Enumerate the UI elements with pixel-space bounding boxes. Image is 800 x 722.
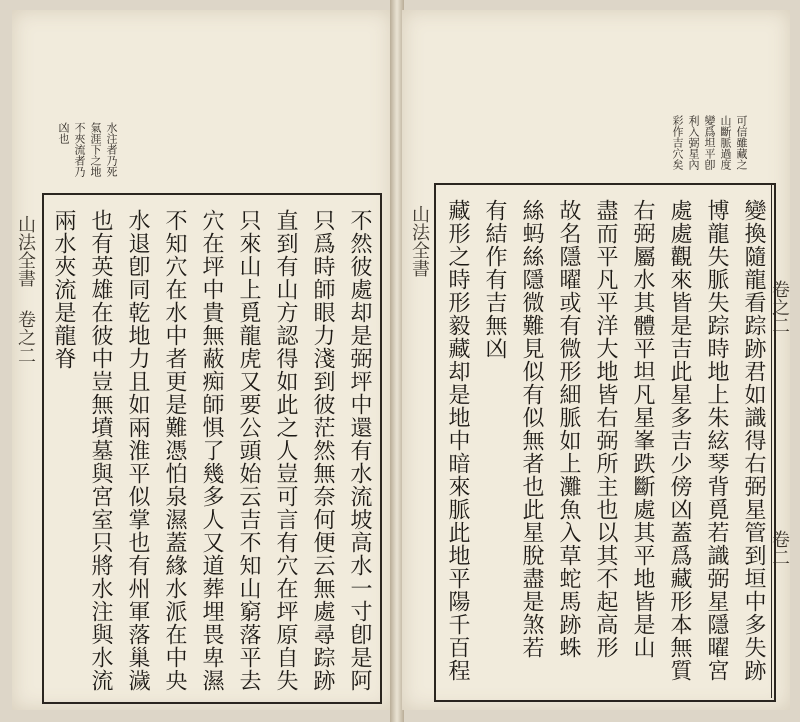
left-col-5: 穴在坪中貴無蔽痴師惧了幾多人又道葬埋畏卑濕 bbox=[199, 209, 224, 692]
right-col-7: 絲蚂絲隱微難見似有似無者也此星脫盡是煞若 bbox=[519, 199, 544, 659]
right-col-1: 變換隨龍看踪跡君如識得右弼星管到垣中多失跡 bbox=[741, 199, 766, 682]
right-col-9: 藏形之時形毅藏却是地中暗來脈此地平陽千百程 bbox=[445, 199, 470, 682]
left-col-7: 水退卽同乾地力且如兩淮平似掌也有州軍落巢濊 bbox=[125, 209, 150, 692]
right-note-2: 山斷脈過度 bbox=[719, 115, 732, 170]
left-col-4: 只來山上覓龍虎又要公頭始云吉不知山窮落平去 bbox=[236, 209, 261, 692]
right-text-frame bbox=[434, 183, 776, 702]
right-col-4: 右弼屬水其體平坦凡星峯跌斷處其平地皆是山 bbox=[630, 199, 655, 659]
right-banxin-title: 山法全書 bbox=[409, 205, 430, 277]
left-note-2: 氣涯下之地 bbox=[89, 122, 102, 177]
left-text-frame bbox=[42, 193, 382, 704]
left-note-3: 不夾流者乃 bbox=[73, 122, 86, 177]
right-note-3: 變爲坦平卽 bbox=[703, 115, 716, 170]
left-col-2: 只爲時師眼力淺到彼茫然無奈何便云無處尋踪跡 bbox=[310, 209, 335, 692]
left-note-4: 凶也 bbox=[57, 122, 70, 144]
right-col-5: 盡而平凡平洋大地皆右弼所主也以其不起高形 bbox=[593, 199, 618, 659]
right-note-5: 彩作吉穴矣 bbox=[671, 115, 684, 170]
left-col-8: 也有英雄在彼中豈無墳墓與宮室只將水注與水流 bbox=[88, 209, 113, 692]
right-col-2: 博龍失脈失踪時地上朱絃琴背覓若識弼星隱曜宮 bbox=[704, 199, 729, 682]
left-banxin-volume: 卷之二 bbox=[15, 310, 36, 364]
right-page bbox=[402, 10, 790, 710]
left-col-6: 不知穴在水中者更是難憑怕泉濕蓋緣水派在中央 bbox=[162, 209, 187, 692]
right-banxin-volume: 卷之二 bbox=[769, 280, 790, 334]
right-col-8: 有結作有吉無凶 bbox=[482, 199, 507, 360]
left-col-1: 不然彼處却是弼坪中還有水流坡高水一寸卽是阿 bbox=[347, 209, 372, 692]
right-banxin-folio: 卷二 bbox=[769, 530, 790, 566]
right-note-1: 可信雖藏之 bbox=[735, 115, 748, 170]
left-banxin bbox=[12, 193, 43, 700]
left-page bbox=[12, 10, 392, 710]
right-note-4: 利入弼星內 bbox=[687, 115, 700, 170]
left-note-1: 水注者乃死 bbox=[105, 122, 118, 177]
right-col-3: 處處觀來皆是吉此星多吉少傍凶蓋爲藏形本無質 bbox=[667, 199, 692, 682]
left-banxin-title: 山法全書 bbox=[15, 215, 36, 287]
left-col-9: 兩水夾流是龍脊 bbox=[51, 209, 76, 370]
left-col-3: 直到有山方認得如此之人豈可言有穴在坪原自失 bbox=[273, 209, 298, 692]
right-col-6: 故名隱曜或有微形細脈如上灘魚入草蛇馬跡蛛 bbox=[556, 199, 581, 659]
